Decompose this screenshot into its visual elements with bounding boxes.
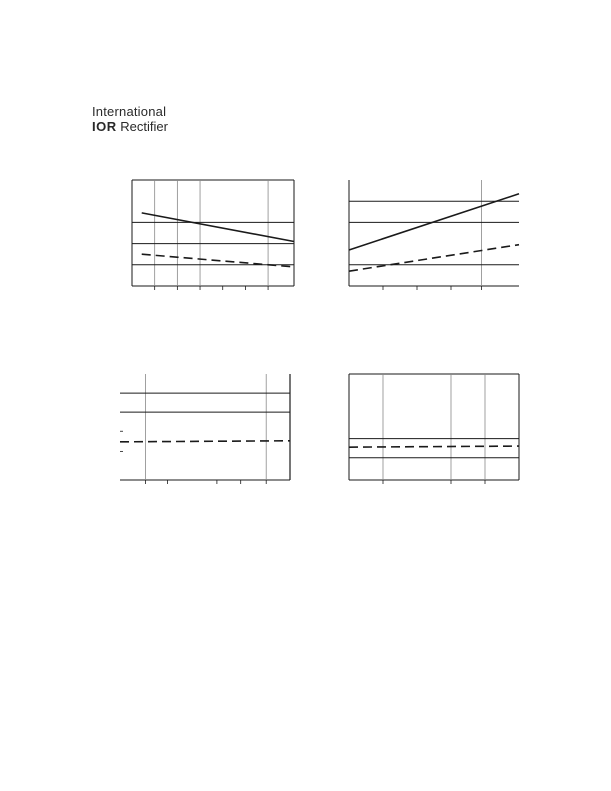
company-logo: [92, 104, 168, 134]
series-line-2-dashed: [349, 245, 519, 272]
series-line-1-solid: [349, 194, 519, 250]
logo-rectifier-text: Rectifier: [120, 119, 168, 134]
logo-ior-mark: IOR: [92, 119, 117, 134]
chart-bottom-left: [114, 368, 296, 488]
series-line-1-dashed: [349, 446, 519, 447]
chart-top-right: [343, 174, 523, 294]
logo-line-international: International: [92, 104, 167, 119]
logo-line-rectifier: [92, 119, 168, 134]
chart-top-left: [126, 174, 298, 294]
series-line-1-solid: [142, 213, 294, 242]
chart-bottom-right: [343, 368, 523, 488]
